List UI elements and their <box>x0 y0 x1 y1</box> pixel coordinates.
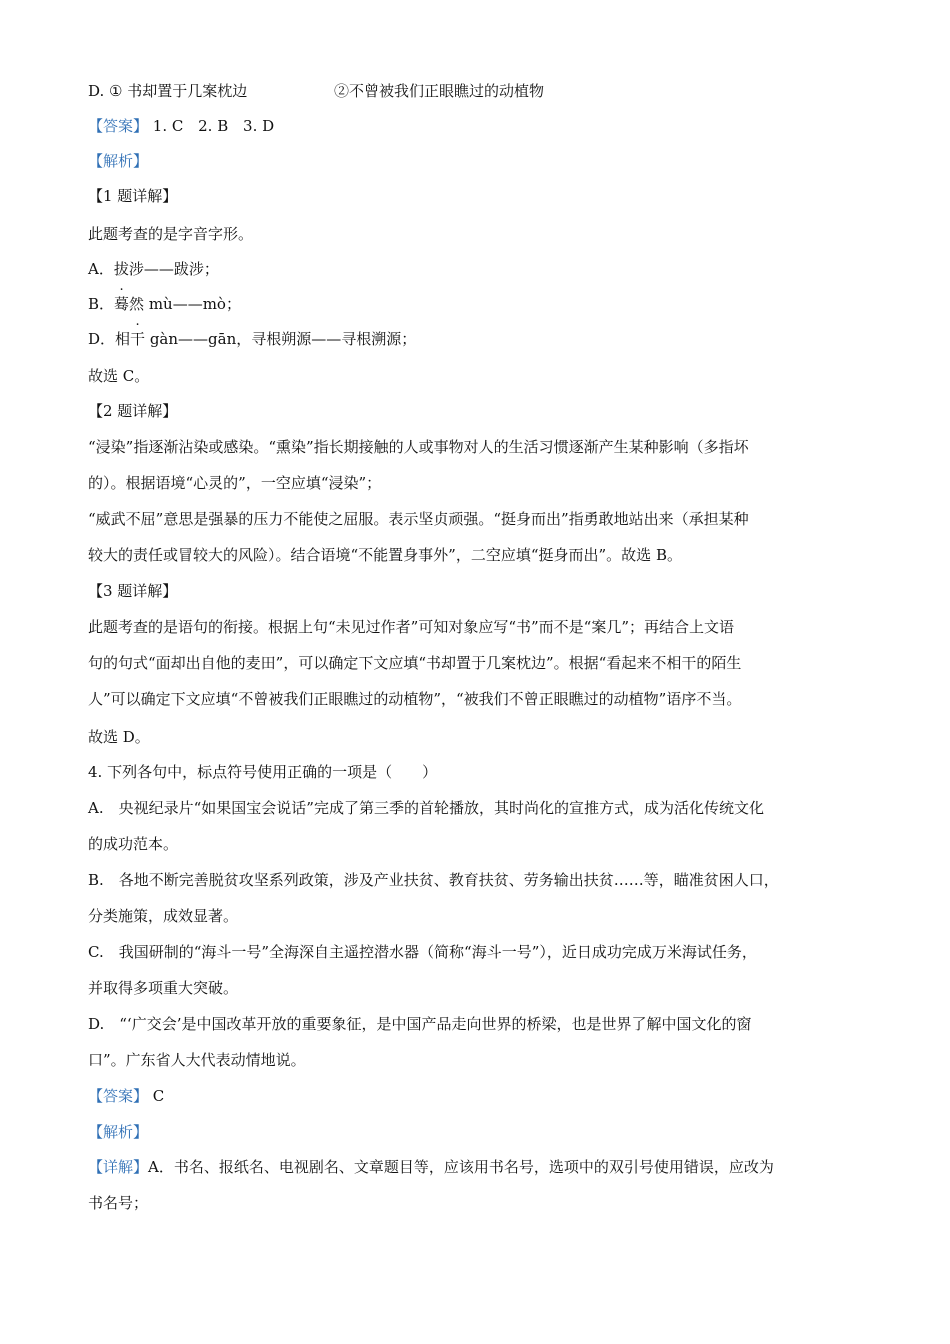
detail-1-b-prefix: B． <box>88 295 115 313</box>
question-4-option-c-l1: C. 我国研制的“海斗一号”全海深自主遥控潜水器（简称“海斗一号”），近日成功完成万米海试任务， <box>88 943 757 961</box>
emphasis-char: 干 <box>130 330 146 348</box>
detail-2-p1-l1: “浸染”指逐渐沾染或感染。“熏染”指长期接触的人或事物对人的生活习惯逐渐产生某种影响（多指坏 <box>88 438 749 456</box>
detail-1-d-rest: gàn——gān，寻根朔源——寻根溯源； <box>145 330 417 348</box>
answer-text-3: 3. D <box>243 117 275 135</box>
question-4-option-a-l1: A. 央视纪录片“如果国宝会说话”完成了第三季的首轮播放，其时尚化的宣推方式，成为活化传统文化 <box>88 799 764 817</box>
detail-1-intro: 此题考查的是字音字形。 <box>88 225 254 243</box>
detail-2-p2-l2: 较大的责任或冒较大的风险）。结合语境“不能置身事外”，二空应填“挺身而出”。故选 B。 <box>88 546 682 564</box>
answer-tag: 【答案】 <box>88 1087 149 1105</box>
detail-4-text: A．书名、报纸名、电视剧名、文章题目等，应该用书名号，选项中的双引号使用错误，应改为 <box>148 1158 774 1176</box>
answer-line-1 <box>88 115 274 137</box>
question-4-option-a-l2: 的成功范本。 <box>88 835 179 853</box>
answer-line-4 <box>88 1085 164 1107</box>
answer-text: 1. C <box>152 117 184 135</box>
detail-4-l1 <box>88 1156 774 1178</box>
analysis-tag: 【解析】 <box>88 152 149 170</box>
question-4-option-c-l2: 并取得多项重大突破。 <box>88 979 239 997</box>
detail-2-p1-l2: 的）。根据语境“心灵的”，一空应填“浸染”； <box>88 474 382 492</box>
option-d-part1: ① 书却置于几案枕边 <box>109 82 248 100</box>
option-d-line <box>88 80 544 102</box>
emphasis-char: 蓦 <box>114 295 130 313</box>
question-4-option-d-l2: 口”。广东省人大代表动情地说。 <box>88 1051 306 1069</box>
detail-3-l1: 此题考查的是语句的衔接。根据上句“未见过作者”可知对象应写“书”而不是“案几”；再结合上文语 <box>88 618 735 636</box>
detail-1-a: A．拔涉——跋涉； <box>88 260 219 278</box>
question-4-option-d-l1: D. “‘广交会’是中国改革开放的重要象征，是中国产品走向世界的桥梁，也是世界了解中国文化的窗 <box>88 1015 752 1033</box>
detail-2-p2-l1: “威武不屈”意思是强暴的压力不能使之屈服。表示坚贞顽强。“挺身而出”指勇敢地站出来（承担某种 <box>88 510 749 528</box>
detail-4-l2: 书名号； <box>88 1194 149 1212</box>
option-d-label: D. <box>88 82 105 100</box>
option-d-part2: ②不曾被我们正眼瞧过的动植物 <box>334 82 545 100</box>
detail-3-l2: 句的句式“面却出自他的麦田”，可以确定下文应填“书却置于几案枕边”。根据“看起来不相干的陌生 <box>88 654 742 672</box>
answer-tag: 【答案】 <box>88 117 149 135</box>
detail-1-b-rest: 然 mù——mò； <box>129 295 241 313</box>
answer-text-2: 2. B <box>198 117 229 135</box>
detail-1-d-prefix: D．相 <box>88 330 131 348</box>
question-4-option-b-l2: 分类施策，成效显著。 <box>88 907 239 925</box>
detail-1-heading: 【1 题详解】 <box>88 187 178 205</box>
detail-1-d <box>88 328 416 350</box>
detail-3-conclusion: 故选 D。 <box>88 728 150 746</box>
detail-1-conclusion: 故选 C。 <box>88 367 150 385</box>
analysis-tag: 【解析】 <box>88 1123 149 1141</box>
answer-text: C <box>152 1087 165 1105</box>
detail-2-heading: 【2 题详解】 <box>88 402 178 420</box>
detail-3-l3: 人”可以确定下文应填“不曾被我们正眼瞧过的动植物”，“被我们不曾正眼瞧过的动植物”语序不当。 <box>88 690 742 708</box>
detail-3-heading: 【3 题详解】 <box>88 582 178 600</box>
detail-tag: 【详解】 <box>88 1158 149 1176</box>
question-4-option-b-l1: B. 各地不断完善脱贫攻坚系列政策，涉及产业扶贫、教育扶贫、劳务输出扶贫……等，瞄准贫困人口， <box>88 871 779 889</box>
detail-1-b <box>88 293 241 315</box>
question-4-stem: 4. 下列各句中，标点符号使用正确的一项是（ ） <box>88 763 438 781</box>
